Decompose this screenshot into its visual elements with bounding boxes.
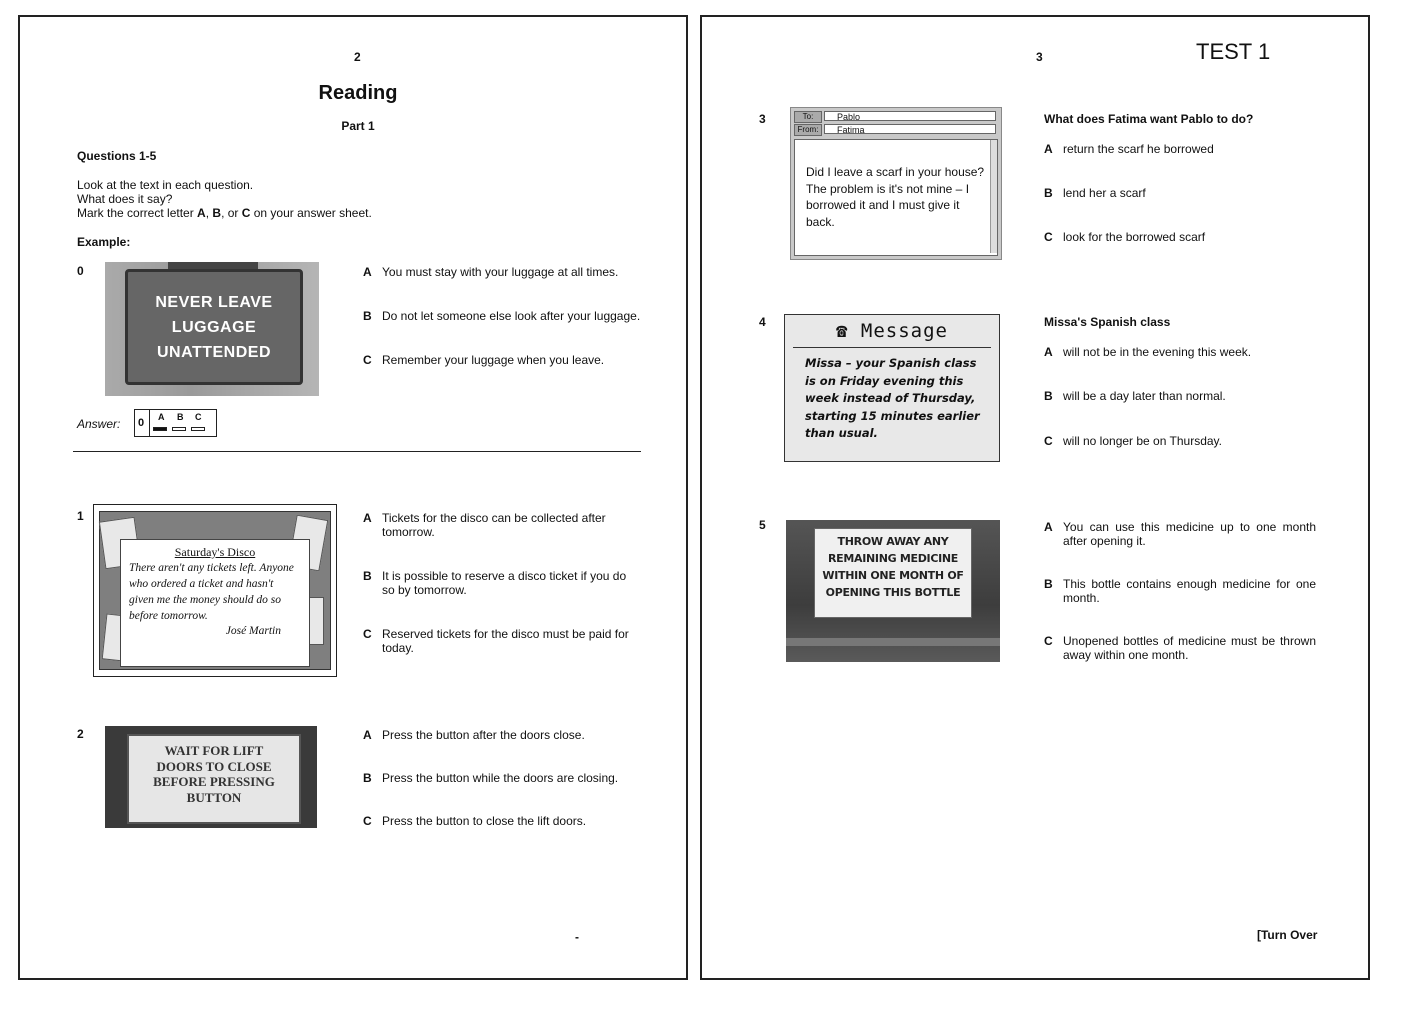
option-c: C Reserved tickets for the disco must be paid for today. xyxy=(363,627,629,655)
page-title: Reading xyxy=(318,82,398,104)
example-options xyxy=(363,265,653,367)
question-text: What does Fatima want Pablo to do? xyxy=(1044,112,1254,126)
instruction-line: What does it say? xyxy=(77,192,173,206)
part-heading: Part 1 xyxy=(341,119,375,133)
answer-number: 0 xyxy=(138,417,145,429)
question-number: 3 xyxy=(759,112,766,126)
sign-line: NEVER LEAVE xyxy=(155,294,273,311)
question-number: 5 xyxy=(759,518,766,532)
option-a: A You can use this medicine up to one month after opening it. xyxy=(1044,520,1316,548)
notice-board-image xyxy=(93,504,337,677)
page-number: 3 xyxy=(1036,50,1043,64)
instructions xyxy=(77,178,372,220)
test-label: TEST 1 xyxy=(1196,39,1271,64)
sign-line: BUTTON xyxy=(186,789,242,805)
answer-letter: A xyxy=(158,412,165,422)
left-page xyxy=(18,15,688,980)
option-b: B will be a day later than normal. xyxy=(1044,389,1226,403)
instruction-line: Mark the correct letter A, B, or C on your answer sheet. xyxy=(77,206,372,220)
answer-mark-c xyxy=(191,427,205,431)
to-value: Pablo xyxy=(824,111,996,121)
answer-letter: C xyxy=(195,412,202,422)
example-sign-image xyxy=(105,262,319,396)
q1-options xyxy=(363,511,635,655)
option-a: A Tickets for the disco can be collected after tomorrow. xyxy=(363,511,606,539)
question-number: 1 xyxy=(77,509,84,523)
phone-message-image xyxy=(784,314,1000,462)
answer-letter: B xyxy=(177,412,184,422)
label-line: OPENING THIS BOTTLE xyxy=(825,586,961,599)
option-a: A You must stay with your luggage at all times. xyxy=(363,265,619,279)
email-message: Did I leave a scarf in your house? The problem is it's not mine – I borrowed it and I must give it back. xyxy=(806,165,985,229)
label-line: REMAINING MEDICINE xyxy=(827,552,959,565)
note-signature: José Martin xyxy=(225,625,281,637)
note-title: Saturday's Disco xyxy=(174,545,256,559)
phone-icon: ☎ xyxy=(836,320,849,342)
answer-mark-a xyxy=(153,427,167,431)
option-b: B Do not let someone else look after your luggage. xyxy=(363,309,641,323)
option-c: C Remember your luggage when you leave. xyxy=(363,353,605,367)
q3-options xyxy=(1044,142,1334,244)
question-number: 4 xyxy=(759,315,766,329)
sign-line: BEFORE PRESSING xyxy=(153,774,275,789)
answer-mark-b xyxy=(172,427,186,431)
turn-over: [Turn Over xyxy=(1257,928,1318,942)
option-c: C Unopened bottles of medicine must be thrown away within one month. xyxy=(1044,634,1316,662)
option-a: A return the scarf he borrowed xyxy=(1044,142,1214,156)
option-a: A Press the button after the doors close. xyxy=(363,728,585,742)
question-text: Missa's Spanish class xyxy=(1044,315,1171,329)
label-line: THROW AWAY ANY xyxy=(837,535,949,548)
email-window-image xyxy=(790,107,1002,260)
option-c: C will no longer be on Thursday. xyxy=(1044,434,1222,448)
message-title: Message xyxy=(860,320,948,342)
footer-mark: - xyxy=(575,930,579,944)
option-c: C look for the borrowed scarf xyxy=(1044,230,1206,244)
option-b: B Press the button while the doors are closing. xyxy=(363,771,619,785)
option-b: B This bottle contains enough medicine for one month. xyxy=(1044,577,1316,605)
right-page xyxy=(700,15,1370,980)
option-c: C Press the button to close the lift doors. xyxy=(363,814,587,828)
question-number: 2 xyxy=(77,727,84,741)
to-label: To: xyxy=(794,111,822,123)
option-b: B lend her a scarf xyxy=(1044,186,1146,200)
questions-heading: Questions 1-5 xyxy=(77,149,157,163)
q4-options xyxy=(1044,345,1334,448)
sign-line: DOORS TO CLOSE xyxy=(156,758,272,774)
note-body: There aren't any tickets left. Anyone who ordered a ticket and hasn't given me the money should do so before tomorrow. xyxy=(129,562,294,622)
option-a: A will not be in the evening this week. xyxy=(1044,345,1252,359)
example-number: 0 xyxy=(77,264,84,278)
lift-sign-image xyxy=(105,726,317,828)
message-body: Missa – your Spanish class is on Friday evening this week instead of Thursday, starting 15 minutes earlier than usual. xyxy=(805,356,980,440)
answer-label: Answer: xyxy=(77,417,121,431)
q5-options xyxy=(1044,520,1316,662)
page-number: 2 xyxy=(354,50,361,64)
instruction-line: Look at the text in each question. xyxy=(77,178,254,192)
label-line: WITHIN ONE MONTH OF xyxy=(822,569,964,582)
option-b: B It is possible to reserve a disco ticket if you do so by tomorrow. xyxy=(363,569,627,597)
answer-box xyxy=(134,409,217,437)
divider xyxy=(73,451,641,452)
from-label: From: xyxy=(794,124,822,136)
from-value: Fatima xyxy=(824,124,996,134)
medicine-bottle-image xyxy=(786,520,1000,662)
sign-line: UNATTENDED xyxy=(156,344,272,361)
sign-line: LUGGAGE xyxy=(171,319,257,336)
example-label: Example: xyxy=(77,235,131,249)
q2-options xyxy=(363,728,653,828)
sign-line: WAIT FOR LIFT xyxy=(164,743,264,758)
